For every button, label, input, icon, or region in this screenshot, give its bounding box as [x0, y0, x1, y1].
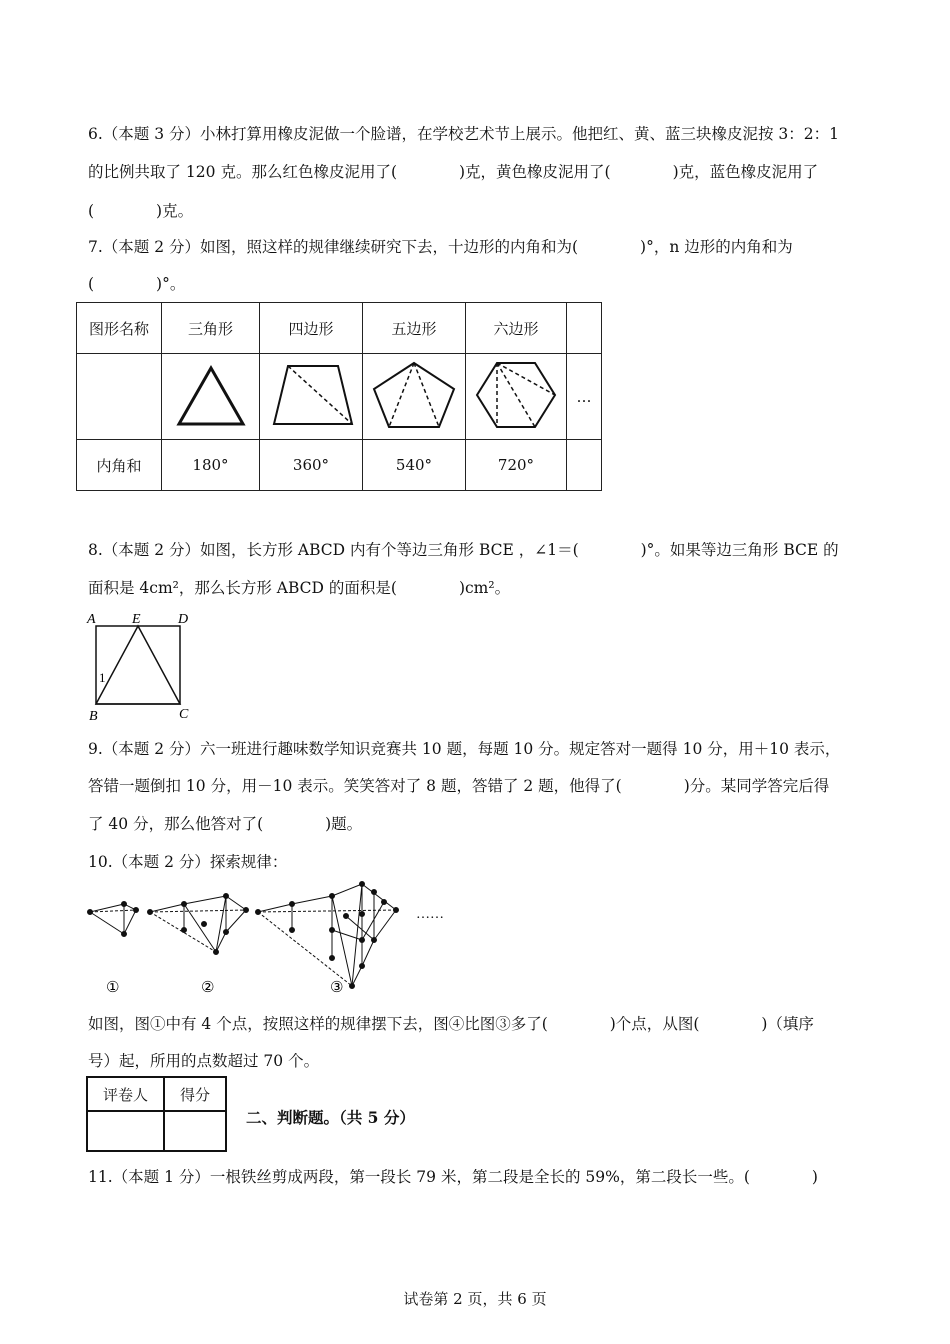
pattern-3	[256, 882, 399, 989]
score-field[interactable]	[164, 1111, 226, 1151]
label-b: B	[89, 709, 98, 724]
hexagon-sum: 720°	[466, 440, 567, 491]
figure-row-label	[77, 354, 162, 440]
header-pentagon: 五边形	[363, 303, 466, 354]
reviewer-label: 评卷人	[87, 1077, 164, 1111]
angle-sum-label: 内角和	[77, 440, 162, 491]
q11-line-1: 11.（本题 1 分）一根铁丝剪成两段，第一段长 79 米，第二段是全长的 59%，第二段长一些。( )	[88, 1168, 818, 1186]
pattern-label-3: ③	[330, 978, 344, 996]
q10-line-2: 如图，图①中有 4 个点，按照这样的规律摆下去，图④比图③多了( )个点，从图( )（填序	[88, 1015, 814, 1033]
q6-line-3: ( )克。	[88, 202, 194, 220]
angle-1-label: 1	[99, 670, 106, 685]
grading-box	[86, 1076, 227, 1152]
label-a: A	[87, 612, 96, 627]
q9-line-3: 了 40 分，那么他答对了( )题。	[88, 815, 363, 833]
q10-line-3: 号）起，所用的点数超过 70 个。	[88, 1052, 320, 1070]
q8-line-1: 8.（本题 2 分）如图，长方形 ABCD 内有个等边三角形 BCE ，∠1＝( )°。如果等边三角形 BCE 的	[88, 541, 839, 559]
polygon-table	[76, 302, 602, 491]
q6-line-2: 的比例共取了 120 克。那么红色橡皮泥用了( )克，黄色橡皮泥用了( )克，蓝色橡皮泥用了	[88, 163, 819, 181]
section-2-heading: 二、判断题。（共 5 分）	[246, 1108, 415, 1127]
q10-line-1: 10.（本题 2 分）探索规律：	[88, 853, 288, 871]
quadrilateral-figure	[266, 360, 356, 430]
q8-line-2: 面积是 4cm²，那么长方形 ABCD 的面积是( )cm²。	[88, 579, 511, 597]
page-footer: 试卷第 2 页，共 6 页	[403, 1290, 547, 1308]
pattern-1	[88, 902, 139, 937]
label-c: C	[179, 707, 189, 722]
q7-line-1: 7.（本题 2 分）如图，照这样的规律继续研究下去，十边形的内角和为( )°，n 边形的内角和为	[88, 238, 793, 256]
header-blank	[567, 303, 602, 354]
q6-line-1: 6.（本题 3 分）小林打算用橡皮泥做一个脸谱，在学校艺术节上展示。他把红、黄、蓝三块橡皮泥按 3：2：1	[88, 125, 840, 143]
reviewer-field[interactable]	[87, 1111, 164, 1151]
score-label: 得分	[164, 1077, 226, 1111]
dot-pattern-figure	[84, 880, 464, 1000]
pattern-2	[148, 894, 249, 955]
pattern-label-2: ②	[201, 978, 215, 996]
pentagon-cell	[363, 354, 466, 440]
quadrilateral-cell	[260, 354, 363, 440]
rectangle-triangle-figure	[84, 608, 194, 724]
label-d: D	[178, 612, 189, 627]
q9-line-1: 9.（本题 2 分）六一班进行趣味数学知识竞赛共 10 题，每题 10 分。规定答对一题得 10 分，用＋10 表示，	[88, 740, 841, 758]
blank-sum	[567, 440, 602, 491]
label-e: E	[132, 612, 141, 627]
header-hexagon: 六边形	[466, 303, 567, 354]
triangle-cell	[162, 354, 260, 440]
triangle-sum: 180°	[162, 440, 260, 491]
q9-line-2: 答错一题倒扣 10 分，用－10 表示。笑笑答对了 8 题，答错了 2 题，他得了( )分。某同学答完后得	[88, 777, 830, 795]
hexagon-figure	[471, 359, 561, 431]
quadrilateral-sum: 360°	[260, 440, 363, 491]
hexagon-cell	[466, 354, 567, 440]
header-shape-name: 图形名称	[77, 303, 162, 354]
pentagon-figure	[369, 359, 459, 431]
header-triangle: 三角形	[162, 303, 260, 354]
q7-line-2: ( )°。	[88, 275, 186, 293]
triangle-figure	[171, 360, 251, 430]
ellipsis-cell: …	[567, 354, 602, 440]
pattern-ellipsis: ……	[416, 907, 444, 922]
pentagon-sum: 540°	[363, 440, 466, 491]
header-quadrilateral: 四边形	[260, 303, 363, 354]
pattern-label-1: ①	[106, 978, 120, 996]
